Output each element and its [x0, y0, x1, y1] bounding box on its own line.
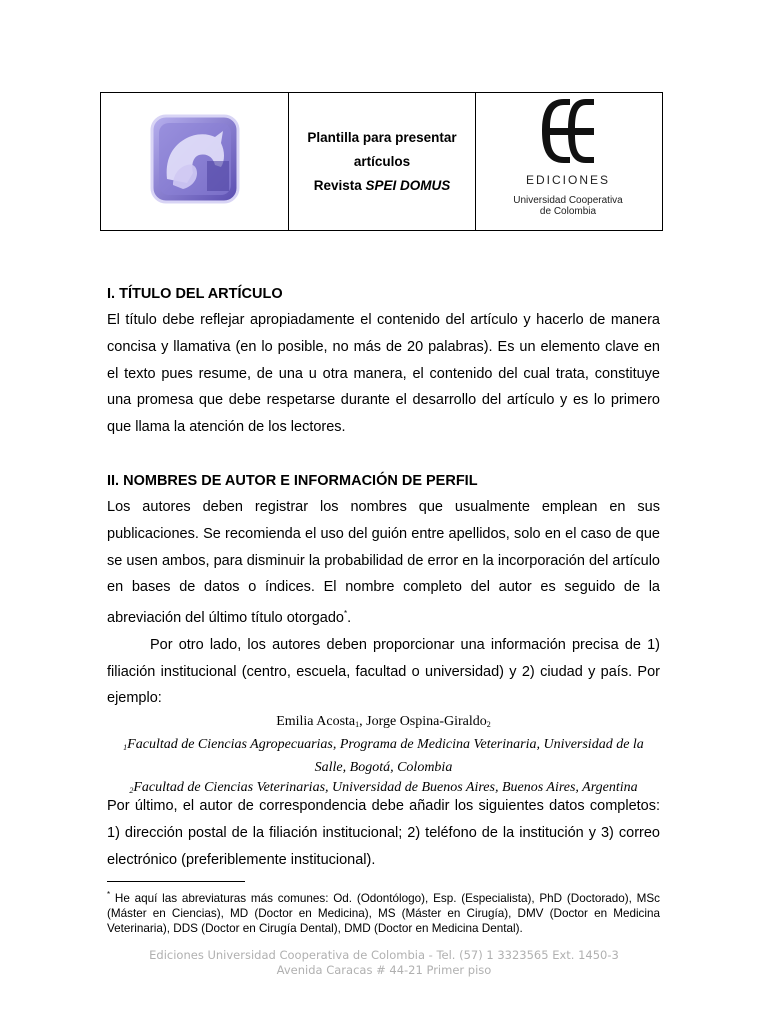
- section2-paragraph2: Por otro lado, los autores deben proporcionar una información precisa de 1) filiación institucional (centro, escuela, facultad o universidad) y 2) ciudad y país. Por ejemplo:: [107, 636, 660, 707]
- footnote: * He aquí las abreviaturas más comunes: Od. (Odontólogo), Esp. (Especialista), PhD (Doctorado), MSc (Máster en Ciencias), MD (Doctor en Medicina), MS (Máster en Cirugía), DMV (Doctor en Medicina Veterinaria), DDS (Doctor en Cirugía Dental), DMD (Doctor en Medicina Dental).: [107, 890, 660, 935]
- section1-heading: I. TÍTULO DEL ARTÍCULO: [107, 286, 283, 302]
- page-footer: [0, 948, 768, 978]
- footer-line2: Avenida Caracas # 44-21 Primer piso: [276, 963, 492, 977]
- example-authors: Emilia Acosta$_1$, Jorge Ospina-Giraldo$_2$: [276, 714, 491, 729]
- footer-line1: Ediciones Universidad Cooperativa de Colombia - Tel. (57) 1 3323565 Ext. 1450-3: [149, 948, 619, 962]
- journal-logo-cell: [101, 93, 289, 230]
- journal-name: SPEI DOMUS: [365, 177, 451, 193]
- ediciones-logo: [512, 95, 624, 225]
- template-title-cell: [289, 93, 476, 230]
- publisher-logo-cell: [476, 93, 662, 230]
- template-title-line3: Revista SPEI DOMUS: [313, 177, 451, 193]
- template-title-line2: artículos: [353, 153, 411, 169]
- section-authors: [107, 468, 660, 712]
- publisher-university: Universidad Cooperativa de Colombia: [513, 195, 623, 217]
- section-title: [107, 281, 660, 441]
- section2-heading: II. NOMBRES DE AUTOR E INFORMACIÓN DE PERFIL: [107, 473, 478, 489]
- header-table: [100, 92, 663, 231]
- example-affiliation-2: $_2$Facultad de Ciencias Veterinarias, Universidad de Buenos Aires, Buenos Aires, Argentina: [129, 780, 638, 795]
- footnote-ref[interactable]: *: [343, 609, 348, 619]
- ediciones-e-icon: [512, 95, 624, 169]
- footnote-divider: [107, 881, 245, 882]
- template-title-line1: Plantilla para presentar: [307, 129, 457, 145]
- section2-paragraph3: Por último, el autor de correspondencia debe añadir los siguientes datos completos: 1) dirección postal de la filiación institucional; 2) teléfono de la institución y 3) correo electrónico (preferiblemente institucional).: [107, 798, 660, 868]
- section1-paragraph: El título debe reflejar apropiadamente el contenido del artículo y hacerlo de manera concisa y llamativa (en lo posible, no más de 20 palabras). Es un elemento clave en el texto pues resume, de una u otra manera, el contenido del cual trata, constituye una promesa que debe respetarse durante el desarrollo del artículo y es lo primero que llama la atención de los lectores.: [107, 312, 660, 436]
- section-closing: [107, 793, 660, 873]
- publisher-label: EDICIONES: [525, 173, 610, 187]
- author-example: [107, 712, 660, 801]
- example-affiliation-1: $_1$Facultad de Ciencias Agropecuarias, Programa de Medicina Veterinaria, Universidad de la Salle, Bogotá, Colombia: [123, 737, 644, 775]
- section2-paragraph1: Los autores deben registrar los nombres que usualmente emplean en sus publicaciones. Se recomienda el uso del guión entre apellidos, solo en el caso de que se usen ambos, para disminuir la probabilidad de error en la incorporación del artículo en bases de datos o índices. El nombre completo del autor es seguido de la abreviación del último título otorgado*.: [107, 499, 660, 627]
- spei-domus-logo: [137, 101, 249, 213]
